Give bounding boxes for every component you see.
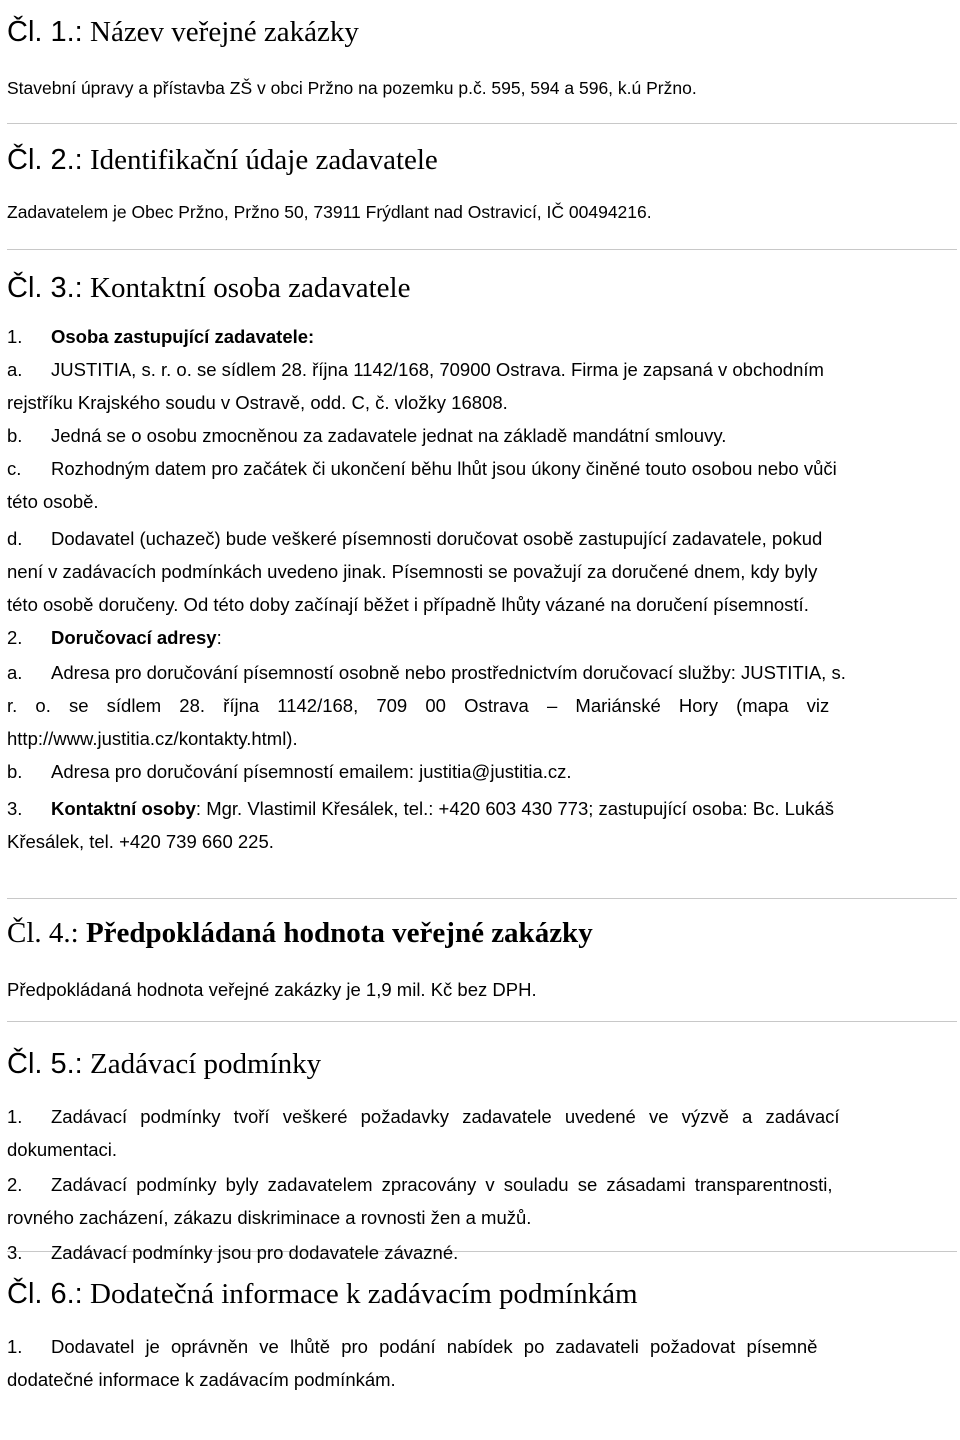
s3-item-2a-line-3: http://www.justitia.cz/kontakty.html). xyxy=(7,728,298,749)
s5-item-1-line-2: dokumentaci. xyxy=(7,1139,118,1160)
s3-item-c-line-1: c. Rozhodným datem pro začátek či ukončení běhu lhůt jsou úkony činěné touto osobou nebo vůči xyxy=(7,458,837,479)
s5-item-3: 3. Zadávací podmínky jsou pro dodavatele závazné. xyxy=(7,1242,459,1263)
s3-item-3-line-1: 3. Kontaktní osoby: Mgr. Vlastimil Křesálek, tel.: +420 603 430 773; zastupující osoba: Bc. Lukáš xyxy=(7,798,835,819)
s3-item-d-line-1: d. Dodavatel (uchazeč) bude veškeré písemnosti doručovat osobě zastupující zadavatele, pokud xyxy=(7,528,823,549)
section-3-title: Čl. 3.: Kontaktní osoba zadavatele xyxy=(7,272,411,304)
s3-item-3-label: Kontaktní osoby xyxy=(51,798,196,819)
s6-item-1-line-1: 1. Dodavatel je oprávněn ve lhůtě pro podání nabídek po zadavateli požadovat písemně xyxy=(7,1336,818,1357)
s3-item-2: 2. Doručovací adresy: xyxy=(7,627,222,648)
section-6-title: Čl. 6.: Dodatečná informace k zadávacím podmínkám xyxy=(7,1278,638,1310)
section-2 xyxy=(7,124,957,250)
section-2-body: Zadavatelem je Obec Pržno, Pržno 50, 73911 Frýdlant nad Ostravicí, IČ 00494216. xyxy=(7,202,652,222)
s3-item-1: 1. Osoba zastupující zadavatele: xyxy=(7,326,315,347)
section-6 xyxy=(7,1252,957,1396)
section-4-body: Předpokládaná hodnota veřejné zakázky je 1,9 mil. Kč bez DPH. xyxy=(7,979,537,1000)
s5-item-1-line-1: 1. Zadávací podmínky tvoří veškeré požadavky zadavatele uvedené ve výzvě a zadávací xyxy=(7,1106,840,1127)
s3-item-2a-line-1: a. Adresa pro doručování písemností osobně nebo prostřednictvím doručovací služby: JUSTITIA, s. xyxy=(7,662,846,683)
document-page xyxy=(7,0,957,1396)
section-3 xyxy=(7,250,957,899)
s6-item-1-line-2: dodatečné informace k zadávacím podmínkám. xyxy=(7,1369,396,1390)
s3-item-d-line-2: není v zadávacích podmínkách uvedeno jinak. Písemnosti se považují za doručené dnem, kdy byly xyxy=(7,561,818,582)
s5-item-2-line-1: 2. Zadávací podmínky byly zadavatelem zpracovány v souladu se zásadami transparentnosti, xyxy=(7,1174,833,1195)
s3-item-2a-line-2: r. o. se sídlem 28. října 1142/168, 709 00 Ostrava – Mariánské Hory (mapa viz xyxy=(7,695,830,716)
section-5 xyxy=(7,1022,957,1263)
s5-item-2-line-2: rovného zacházení, zákazu diskriminace a rovnosti žen a mužů. xyxy=(7,1207,532,1228)
s3-item-1-label: Osoba zastupující zadavatele: xyxy=(51,326,315,347)
section-1-body: Stavební úpravy a přístavba ZŠ v obci Pržno na pozemku p.č. 595, 594 a 596, k.ú Pržno. xyxy=(7,78,697,98)
s3-item-3-line-2: Křesálek, tel. +420 739 660 225. xyxy=(7,831,274,852)
section-2-title: Čl. 2.: Identifikační údaje zadavatele xyxy=(7,144,438,176)
s3-item-b: b. Jedná se o osobu zmocněnou za zadavatele jednat na základě mandátní smlouvy. xyxy=(7,425,727,446)
section-4 xyxy=(7,899,957,1022)
section-5-title: Čl. 5.: Zadávací podmínky xyxy=(7,1048,322,1080)
section-1 xyxy=(7,0,957,124)
s3-item-2-label: Doručovací adresy xyxy=(51,627,217,648)
section-4-title: Čl. 4.: Předpokládaná hodnota veřejné zakázky xyxy=(7,917,593,949)
s3-item-c-line-2: této osobě. xyxy=(7,491,99,512)
s3-item-a-line-1: a. JUSTITIA, s. r. o. se sídlem 28. října 1142/168, 70900 Ostrava. Firma je zapsaná v obchodním xyxy=(7,359,824,380)
s3-item-d-line-3: této osobě doručeny. Od této doby začínají běžet i případně lhůty vázané na doručení písemností. xyxy=(7,594,809,615)
section-1-title: Čl. 1.: Název veřejné zakázky xyxy=(7,16,359,48)
s3-item-a-line-2: rejstříku Krajského soudu v Ostravě, odd. C, č. vložky 16808. xyxy=(7,392,508,413)
s3-item-2b: b. Adresa pro doručování písemností emailem: justitia@justitia.cz. xyxy=(7,761,572,782)
